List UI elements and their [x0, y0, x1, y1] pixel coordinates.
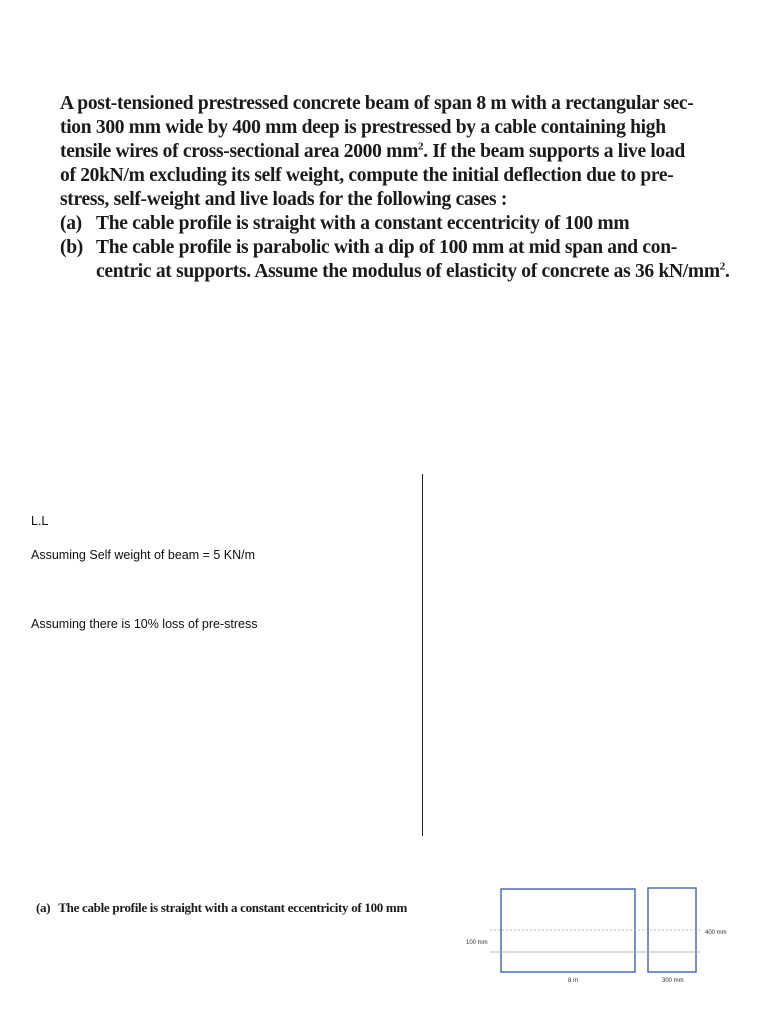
case-b-end: . [724, 261, 730, 282]
problem-line: tion 300 mm wide by 400 mm deep is prestressed by a cable containing high [60, 117, 666, 138]
superscript: 2 [719, 260, 725, 273]
problem-text: tensile wires of cross-sectional area 2000 mm [60, 141, 419, 162]
problem-text: . If the beam supports a live load [423, 141, 685, 162]
note-ll: L.L [31, 514, 49, 528]
superscript: 2 [418, 140, 424, 153]
case-a-label: (a) [60, 213, 82, 234]
case-b-line1: The cable profile is parabolic with a dip of 100 mm at mid span and con- [96, 237, 677, 258]
case-a-text: The cable profile is straight with a constant eccentricity of 100 mm [96, 213, 630, 234]
case-a-heading-label: (a) [36, 900, 51, 915]
span-label: 8 m [568, 978, 579, 984]
beam-elevation [501, 889, 635, 972]
case-b-label: (b) [60, 237, 83, 258]
case-b-line2: centric at supports. Assume the modulus of elasticity of concrete as 36 kN/mm [96, 261, 720, 282]
depth-label: 400 mm [705, 930, 727, 936]
eccentricity-label: 100 mm [466, 940, 488, 946]
case-a-heading-text: The cable profile is straight with a constant eccentricity of 100 mm [58, 900, 407, 915]
note-self-weight: Assuming Self weight of beam = 5 KN/m [31, 548, 256, 562]
note-loss: Assuming there is 10% loss of pre-stress [31, 617, 258, 631]
problem-line: stress, self-weight and live loads for the following cases : [60, 189, 508, 210]
width-label: 300 mm [662, 978, 684, 984]
problem-line: of 20kN/m excluding its self weight, compute the initial deflection due to pre- [60, 165, 674, 186]
problem-line: A post-tensioned prestressed concrete beam of span 8 m with a rectangular sec- [60, 93, 694, 114]
